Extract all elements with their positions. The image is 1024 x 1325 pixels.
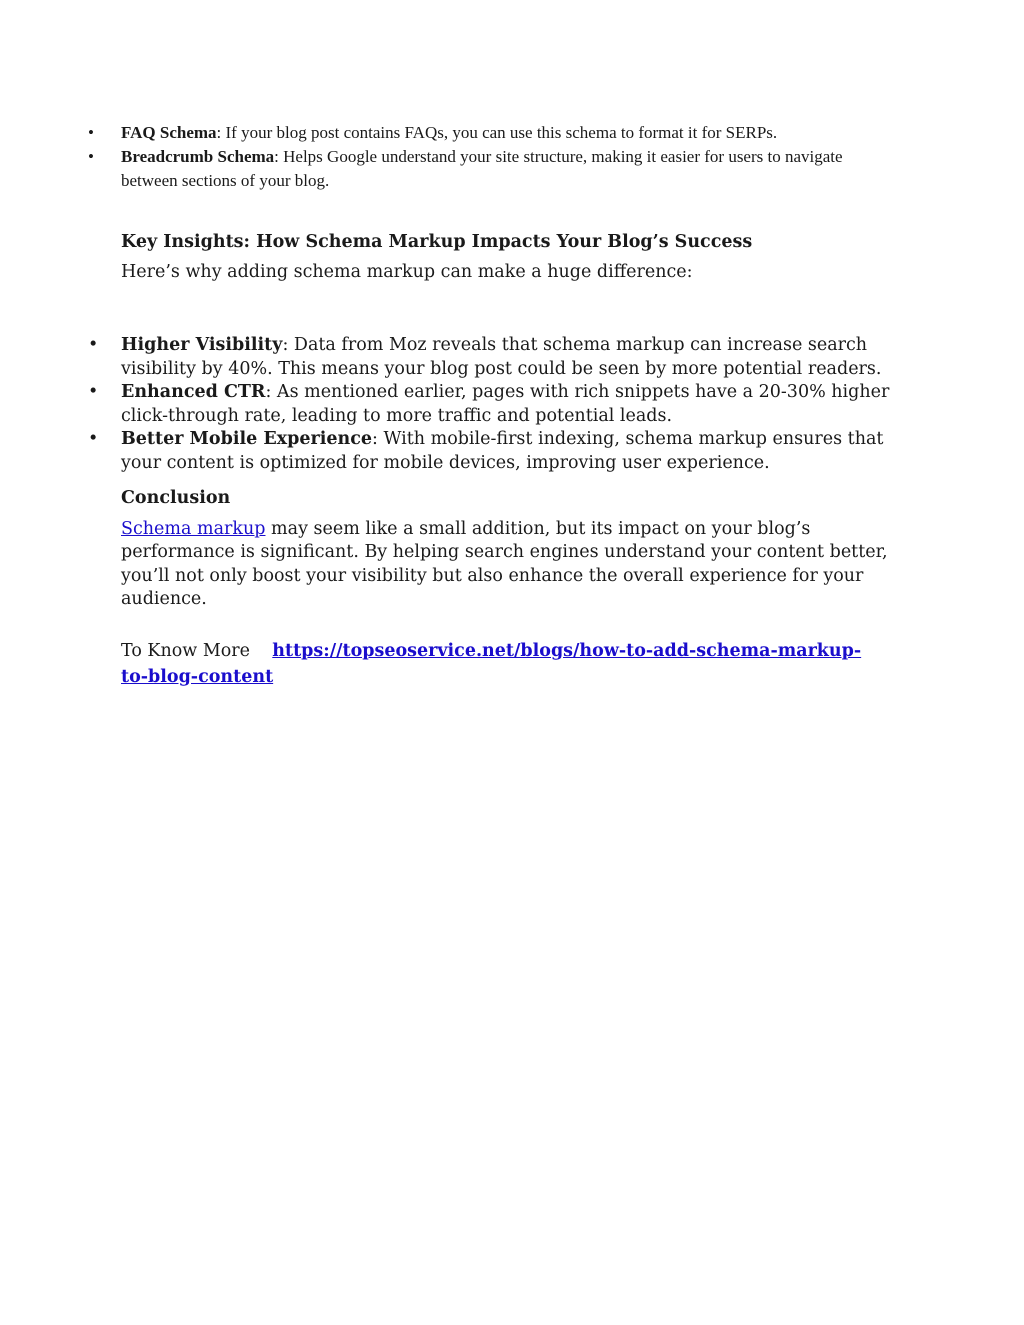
blog-url-link[interactable]: https://topseoservice.net/blogs/how-to-add-schema-markup-to-blog-content — [121, 641, 862, 687]
conclusion-heading: Conclusion — [121, 488, 231, 508]
bullet-icon: • — [88, 335, 99, 355]
list-item-term: FAQ Schema — [121, 123, 217, 142]
list-item-term: Enhanced CTR — [121, 382, 266, 402]
list-item — [0, 145, 896, 193]
insights-intro: Here’s why adding schema markup can make a huge difference: — [121, 261, 693, 282]
list-item-text: : As mentioned earlier, pages with rich snippets have a 20-30% higher click-through rate, leading to more traffic and potential leads. — [121, 382, 890, 426]
conclusion-paragraph — [0, 518, 901, 612]
schema-types-list — [0, 121, 1024, 193]
list-item-term: Higher Visibility — [121, 335, 283, 355]
schema-markup-link[interactable]: Schema markup — [121, 518, 266, 539]
list-item — [0, 121, 911, 145]
list-item-term: Better Mobile Experience — [121, 429, 372, 449]
list-item — [0, 334, 906, 381]
bullet-icon: • — [88, 429, 99, 449]
know-more-line — [0, 638, 881, 690]
benefits-list — [0, 334, 1024, 475]
list-item — [0, 428, 896, 475]
list-item-text: : Data from Moz reveals that schema markup can increase search visibility by 40%. This means your blog post could be seen by more potential readers. — [121, 335, 882, 379]
list-item — [0, 381, 906, 428]
list-item-term: Breadcrumb Schema — [121, 147, 275, 166]
conclusion-section — [0, 487, 1024, 612]
know-more-section — [0, 638, 1024, 690]
list-item-text: : With mobile-first indexing, schema markup ensures that your content is optimized for mobile devices, improving user experience. — [121, 429, 884, 473]
list-item-text: : If your blog post contains FAQs, you can use this schema to format it for SERPs. — [216, 123, 778, 142]
insights-section — [0, 231, 1024, 284]
bullet-icon: • — [88, 123, 94, 142]
insights-heading: Key Insights: How Schema Markup Impacts Your Blog’s Success — [121, 232, 753, 252]
bullet-icon: • — [88, 382, 99, 402]
know-more-label: To Know More — [121, 641, 251, 661]
list-item-text: : Helps Google understand your site structure, making it easier for users to navigate between sections of your blog. — [121, 147, 843, 190]
bullet-icon: • — [88, 147, 94, 166]
conclusion-text: may seem like a small addition, but its impact on your blog’s performance is significant. By helping search engines understand your content better, you’ll not only boost your visibility but also enhance the overall experience for your audience. — [121, 518, 888, 609]
